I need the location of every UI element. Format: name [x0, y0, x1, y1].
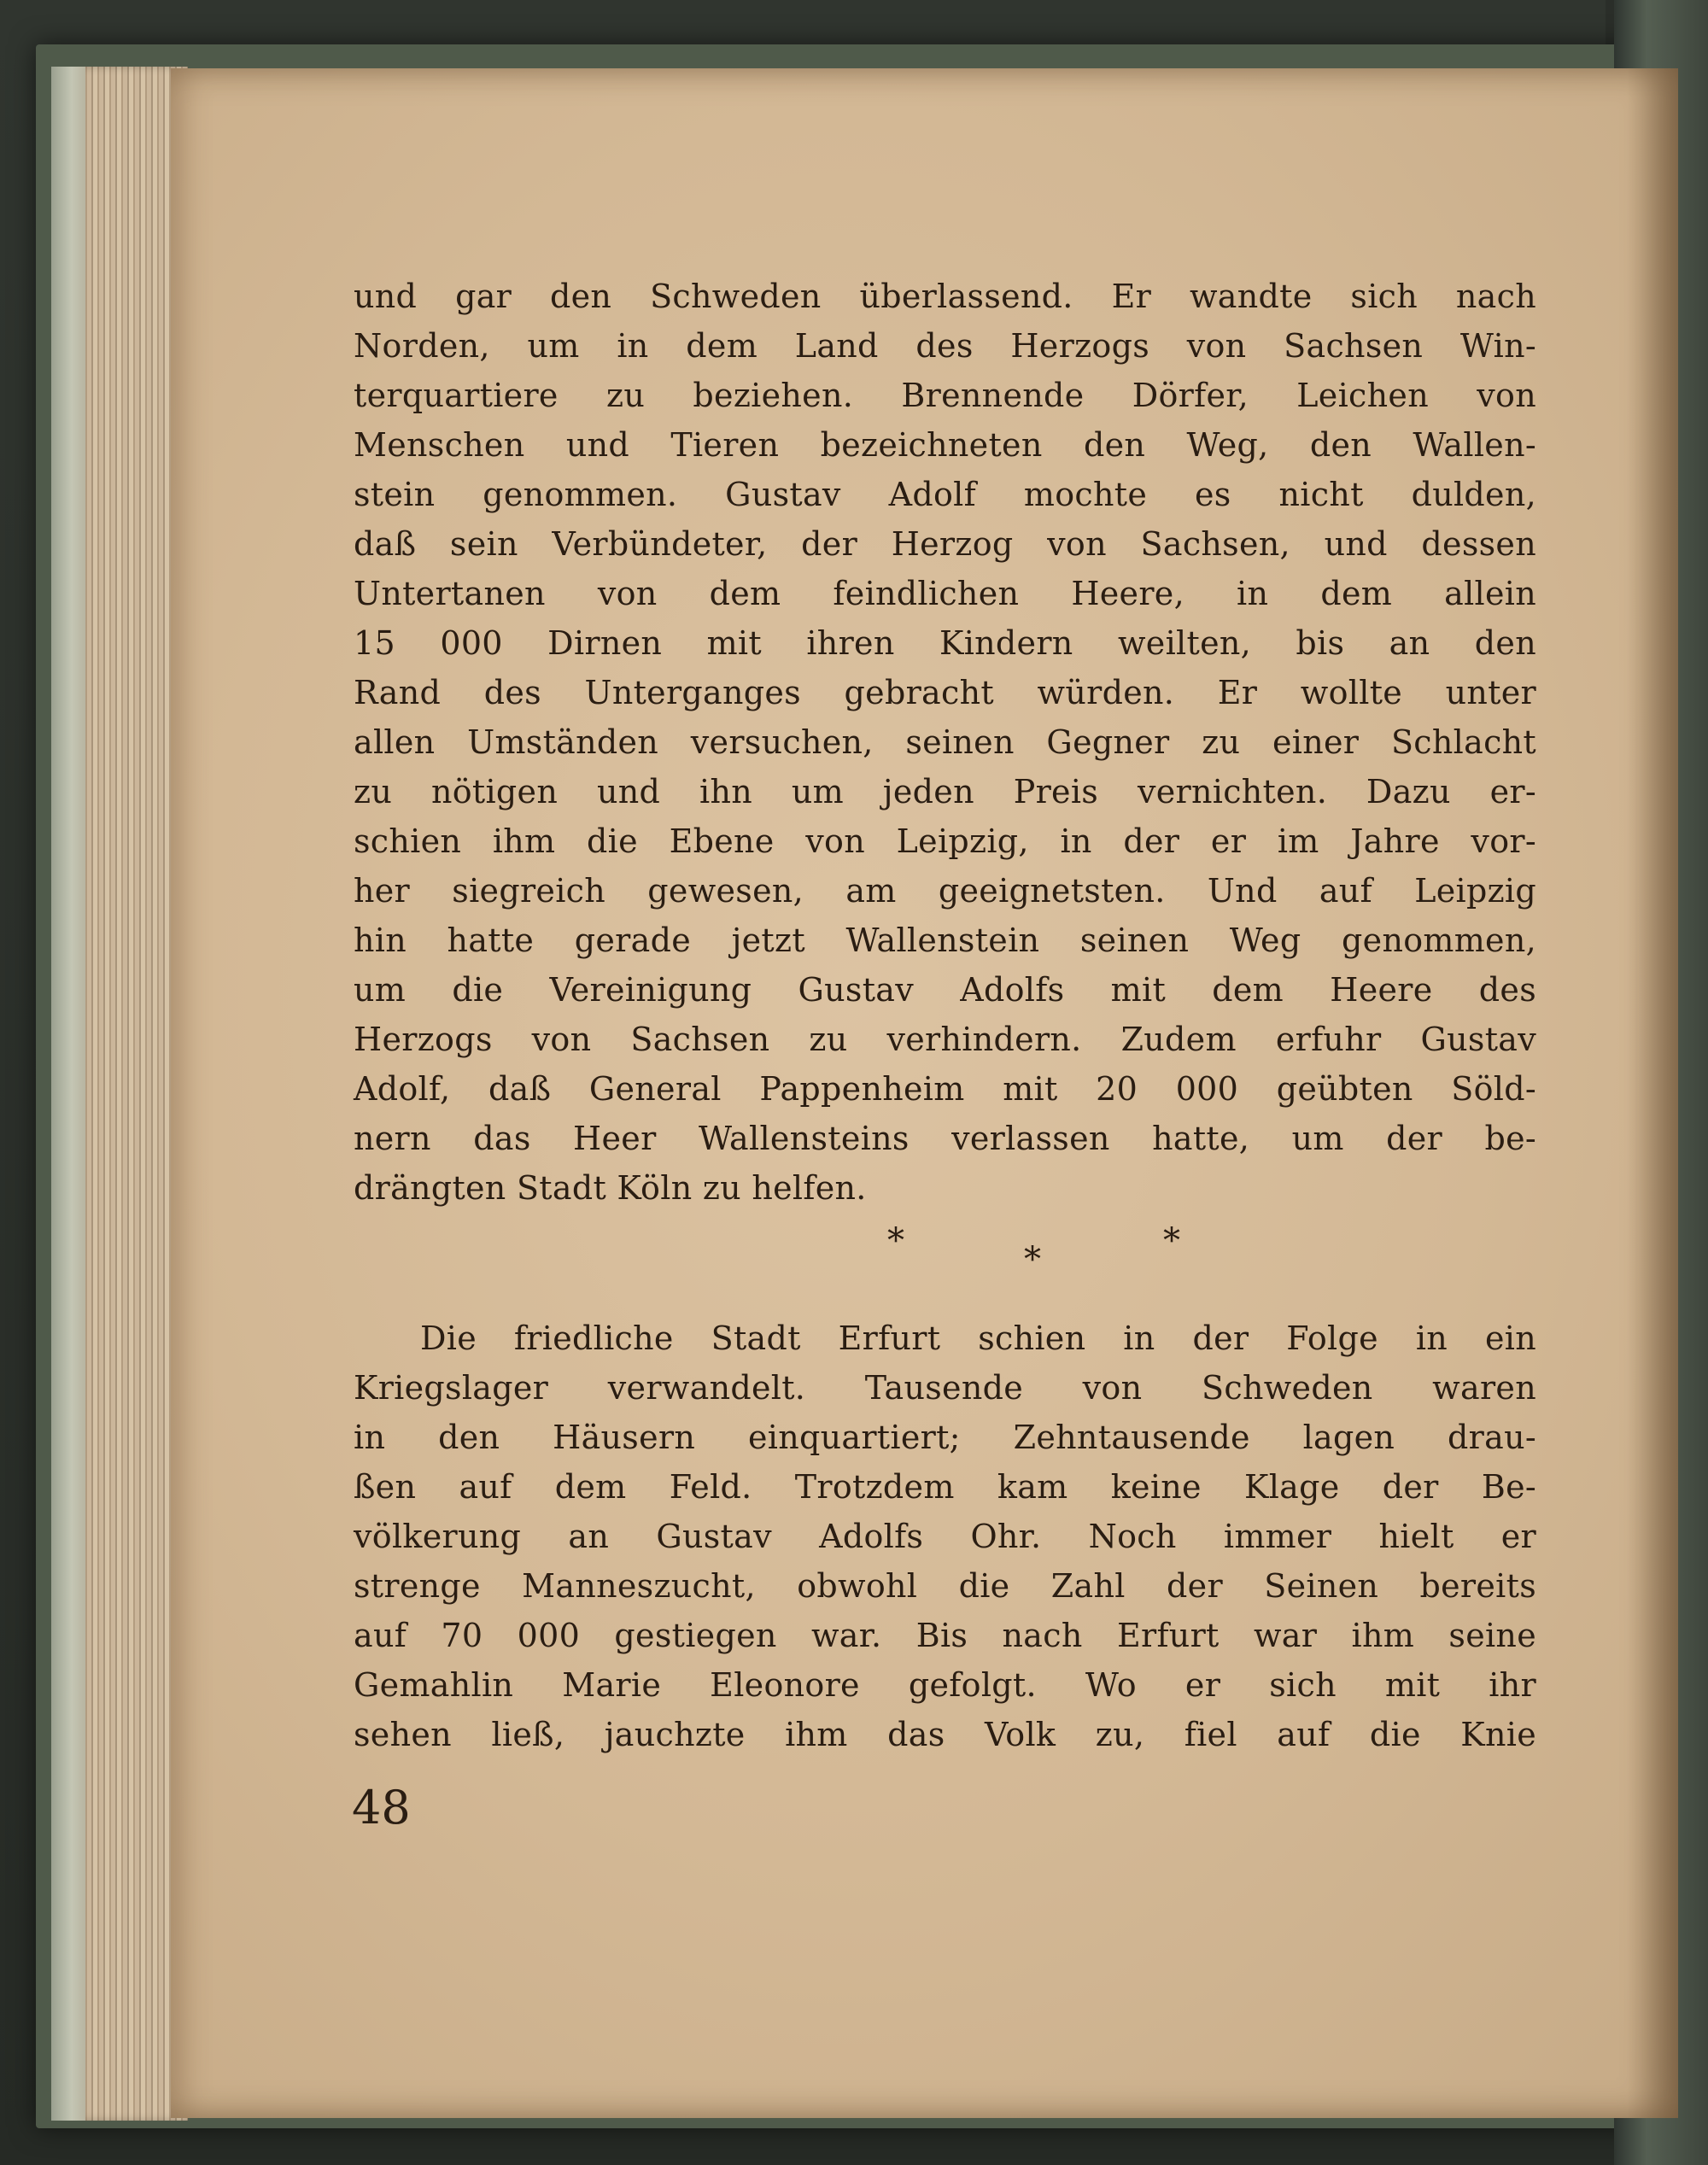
text-line: Gemahlin Marie Eleonore gefolgt. Wo er sich mit ihr: [354, 1666, 1536, 1704]
text-line: 15 000 Dirnen mit ihren Kindern weilten, bis an den: [354, 624, 1536, 662]
text-line: her siegreich gewesen, am geeignetsten. Und auf Leipzig: [354, 872, 1536, 910]
text-line: Die friedliche Stadt Erfurt schien in der Folge in ein: [420, 1319, 1536, 1357]
text-line: sehen ließ, jauchzte ihm das Volk zu, fiel auf die Knie: [354, 1716, 1536, 1753]
text-line: ßen auf dem Feld. Trotzdem kam keine Klage der Be-: [354, 1468, 1536, 1506]
text-line: Norden, um in dem Land des Herzogs von Sachsen Win-: [354, 327, 1536, 365]
text-line: terquartiere zu beziehen. Brennende Dörfer, Leichen von: [354, 377, 1536, 414]
text-line: und gar den Schweden überlassend. Er wandte sich nach: [354, 278, 1536, 315]
text-line: Herzogs von Sachsen zu verhindern. Zudem erfuhr Gustav: [354, 1021, 1536, 1058]
stacked-page-edges: [51, 67, 188, 2121]
page-number: 48: [352, 1781, 411, 1834]
text-line: Rand des Unterganges gebracht würden. Er wollte unter: [354, 674, 1536, 711]
paragraph-2: [354, 1314, 1536, 1759]
asterisk: *: [1163, 1221, 1180, 1261]
text-line: drängten Stadt Köln zu helfen.: [354, 1169, 867, 1207]
text-line: Untertanen von dem feindlichen Heere, in dem allein: [354, 575, 1536, 612]
text-line: in den Häusern einquartiert; Zehntausende lagen drau-: [354, 1419, 1536, 1456]
text-line: schien ihm die Ebene von Leipzig, in der er im Jahre vor-: [354, 822, 1536, 860]
paragraph-1: [354, 272, 1536, 1213]
text-line: völkerung an Gustav Adolfs Ohr. Noch immer hielt er: [354, 1518, 1536, 1555]
page-gutter-shadow: [1627, 68, 1678, 2118]
text-line: Kriegslager verwandelt. Tausende von Schweden waren: [354, 1369, 1536, 1407]
asterisk: *: [887, 1221, 904, 1261]
text-line: strenge Manneszucht, obwohl die Zahl der Seinen bereits: [354, 1567, 1536, 1605]
text-line: auf 70 000 gestiegen war. Bis nach Erfurt war ihm seine: [354, 1617, 1536, 1654]
text-line: nern das Heer Wallensteins verlassen hatte, um der be-: [354, 1120, 1536, 1157]
text-line: hin hatte gerade jetzt Wallenstein seinen Weg genommen,: [354, 922, 1536, 959]
text-line: allen Umständen versuchen, seinen Gegner zu einer Schlacht: [354, 723, 1536, 761]
section-separator: [354, 1221, 1536, 1281]
text-line: daß sein Verbündeter, der Herzog von Sachsen, und dessen: [354, 525, 1536, 563]
text-line: um die Vereinigung Gustav Adolfs mit dem Heere des: [354, 971, 1536, 1009]
text-line: zu nötigen und ihn um jeden Preis vernichten. Dazu er-: [354, 773, 1536, 810]
text-line: Menschen und Tieren bezeichneten den Weg, den Wallen-: [354, 426, 1536, 464]
asterisk: *: [1024, 1240, 1041, 1279]
text-line: Adolf, daß General Pappenheim mit 20 000 geübten Söld-: [354, 1070, 1536, 1108]
text-line: stein genommen. Gustav Adolf mochte es nicht dulden,: [354, 476, 1536, 513]
